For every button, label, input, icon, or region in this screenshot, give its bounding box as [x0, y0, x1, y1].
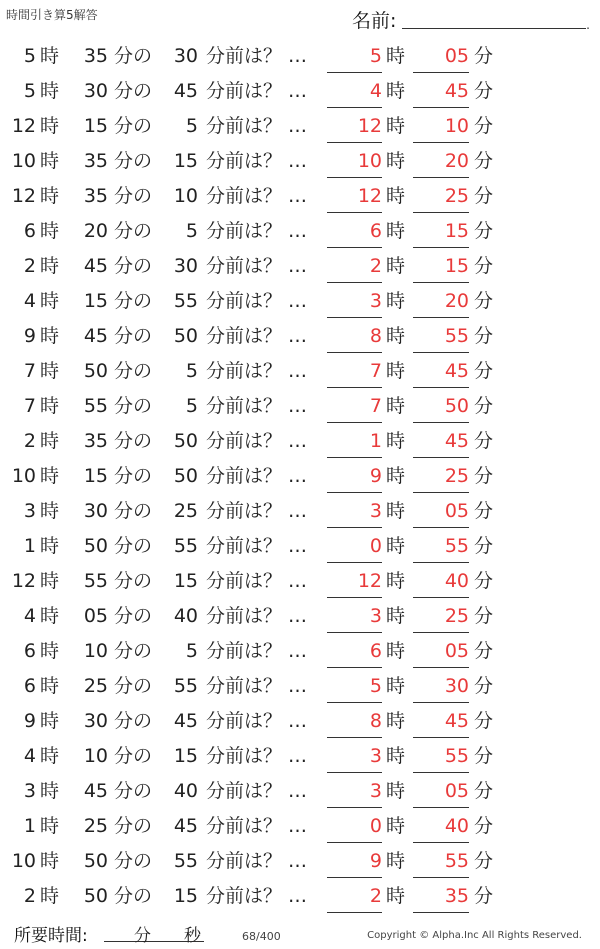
start-hour: 4 [23, 290, 36, 312]
question-text: 分前は？ … [206, 710, 308, 732]
time-required-field[interactable] [104, 921, 204, 946]
minutes-before: 25 [173, 500, 198, 522]
minute-label: 分 [474, 885, 494, 907]
answer-minute[interactable]: 25 [413, 459, 469, 493]
hour-label: 時 [386, 850, 406, 872]
answer-minute[interactable]: 15 [413, 214, 469, 248]
minute-label: 分 [474, 185, 494, 207]
minute-of-label: 分の [114, 80, 153, 102]
minutes-before: 15 [173, 745, 198, 767]
minute-of-label: 分の [114, 850, 153, 872]
start-hour: 5 [23, 80, 36, 102]
start-minute: 10 [83, 745, 108, 767]
hour-label: 時 [40, 850, 60, 872]
start-minute: 55 [83, 395, 108, 417]
minutes-before: 45 [173, 80, 198, 102]
start-hour: 3 [23, 500, 36, 522]
question-text: 分前は？ … [206, 745, 308, 767]
problem-row [0, 74, 600, 109]
minute-label: 分 [474, 80, 494, 102]
minute-label: 分 [474, 815, 494, 837]
answer-hour[interactable]: 12 [327, 179, 382, 213]
problem-row [0, 739, 600, 774]
start-minute: 45 [83, 255, 108, 277]
minute-label: 分 [474, 395, 494, 417]
question-text: 分前は？ … [206, 430, 308, 452]
start-minute: 35 [83, 185, 108, 207]
minute-of-label: 分の [114, 745, 153, 767]
page-number: 68/400 [242, 930, 281, 943]
hour-label: 時 [40, 430, 60, 452]
hour-label: 時 [386, 710, 406, 732]
answer-hour[interactable]: 4 [327, 74, 382, 108]
minute-of-label: 分の [114, 640, 153, 662]
start-minute: 15 [83, 465, 108, 487]
minute-of-label: 分の [114, 780, 153, 802]
hour-label: 時 [40, 80, 60, 102]
problem-row [0, 424, 600, 459]
problem-row [0, 284, 600, 319]
hour-label: 時 [40, 220, 60, 242]
hour-label: 時 [40, 710, 60, 732]
minute-label: 分 [474, 290, 494, 312]
minute-label: 分 [474, 675, 494, 697]
hour-label: 時 [386, 640, 406, 662]
answer-minute[interactable]: 25 [413, 599, 469, 633]
answer-minute[interactable]: 45 [413, 354, 469, 388]
answer-hour[interactable]: 7 [327, 354, 382, 388]
question-text: 分前は？ … [206, 185, 308, 207]
start-hour: 10 [11, 150, 36, 172]
question-text: 分前は？ … [206, 325, 308, 347]
start-minute: 45 [83, 780, 108, 802]
name-underline [402, 28, 586, 29]
answer-hour[interactable]: 0 [327, 529, 382, 563]
start-minute: 50 [83, 885, 108, 907]
minute-label: 分 [474, 745, 494, 767]
hour-label: 時 [40, 45, 60, 67]
answer-minute[interactable]: 45 [413, 74, 469, 108]
hour-label: 時 [386, 360, 406, 382]
minute-label: 分 [474, 255, 494, 277]
hour-label: 時 [40, 185, 60, 207]
problem-row [0, 599, 600, 634]
minutes-before: 40 [173, 605, 198, 627]
hour-label: 時 [40, 885, 60, 907]
hour-label: 時 [386, 675, 406, 697]
seconds-unit: 秒 [184, 926, 201, 946]
hour-label: 時 [386, 150, 406, 172]
problem-list [0, 39, 600, 914]
start-minute: 35 [83, 430, 108, 452]
minute-of-label: 分の [114, 570, 153, 592]
minutes-before: 40 [173, 780, 198, 802]
start-minute: 45 [83, 325, 108, 347]
start-minute: 35 [83, 45, 108, 67]
hour-label: 時 [386, 290, 406, 312]
minute-of-label: 分の [114, 395, 153, 417]
answer-hour[interactable]: 5 [327, 39, 382, 73]
hour-label: 時 [40, 115, 60, 137]
start-hour: 1 [23, 535, 36, 557]
start-minute: 35 [83, 150, 108, 172]
start-hour: 10 [11, 465, 36, 487]
question-text: 分前は？ … [206, 640, 308, 662]
question-text: 分前は？ … [206, 605, 308, 627]
start-hour: 7 [23, 395, 36, 417]
answer-minute[interactable]: 05 [413, 39, 469, 73]
answer-minute[interactable]: 05 [413, 494, 469, 528]
start-minute: 50 [83, 360, 108, 382]
hour-label: 時 [40, 325, 60, 347]
answer-hour[interactable]: 9 [327, 459, 382, 493]
minutes-before: 45 [173, 815, 198, 837]
problem-row [0, 179, 600, 214]
start-hour: 4 [23, 605, 36, 627]
minutes-before: 55 [173, 290, 198, 312]
start-hour: 12 [11, 185, 36, 207]
minute-label: 分 [474, 850, 494, 872]
minute-of-label: 分の [114, 675, 153, 697]
minutes-before: 5 [185, 220, 198, 242]
answer-hour[interactable]: 3 [327, 774, 382, 808]
minute-of-label: 分の [114, 150, 153, 172]
minute-of-label: 分の [114, 220, 153, 242]
answer-hour[interactable]: 9 [327, 844, 382, 878]
copyright: Copyright © Alpha.Inc All Rights Reserved. [367, 930, 582, 941]
minute-of-label: 分の [114, 115, 153, 137]
minute-label: 分 [474, 570, 494, 592]
minute-of-label: 分の [114, 885, 153, 907]
problem-row [0, 564, 600, 599]
start-hour: 12 [11, 570, 36, 592]
problem-row [0, 774, 600, 809]
minute-label: 分 [474, 605, 494, 627]
question-text: 分前は？ … [206, 500, 308, 522]
start-minute: 30 [83, 80, 108, 102]
question-text: 分前は？ … [206, 885, 308, 907]
start-hour: 9 [23, 325, 36, 347]
answer-minute[interactable]: 55 [413, 844, 469, 878]
answer-minute[interactable]: 30 [413, 669, 469, 703]
minute-of-label: 分の [114, 605, 153, 627]
minute-label: 分 [474, 465, 494, 487]
minutes-before: 50 [173, 465, 198, 487]
hour-label: 時 [40, 640, 60, 662]
hour-label: 時 [40, 500, 60, 522]
hour-label: 時 [386, 885, 406, 907]
hour-label: 時 [40, 745, 60, 767]
problem-row [0, 669, 600, 704]
worksheet-title: 時間引き算5解答 [6, 8, 98, 22]
minute-of-label: 分の [114, 255, 153, 277]
question-text: 分前は？ … [206, 290, 308, 312]
minutes-before: 50 [173, 325, 198, 347]
minutes-before: 30 [173, 255, 198, 277]
minute-of-label: 分の [114, 325, 153, 347]
problem-row [0, 144, 600, 179]
hour-label: 時 [40, 780, 60, 802]
answer-hour[interactable]: 3 [327, 284, 382, 318]
answer-minute[interactable]: 05 [413, 634, 469, 668]
hour-label: 時 [40, 815, 60, 837]
minutes-unit: 分 [134, 926, 151, 946]
answer-hour[interactable]: 12 [327, 109, 382, 143]
minutes-before: 5 [185, 115, 198, 137]
question-text: 分前は？ … [206, 570, 308, 592]
answer-hour[interactable]: 8 [327, 319, 382, 353]
hour-label: 時 [386, 430, 406, 452]
minute-label: 分 [474, 500, 494, 522]
hour-label: 時 [386, 745, 406, 767]
hour-label: 時 [40, 465, 60, 487]
answer-minute[interactable]: 35 [413, 879, 469, 913]
problem-row [0, 879, 600, 914]
minute-of-label: 分の [114, 45, 153, 67]
question-text: 分前は？ … [206, 815, 308, 837]
start-minute: 55 [83, 570, 108, 592]
problem-row [0, 494, 600, 529]
problem-row [0, 319, 600, 354]
minutes-before: 15 [173, 150, 198, 172]
answer-hour[interactable]: 1 [327, 424, 382, 458]
hour-label: 時 [40, 290, 60, 312]
hour-label: 時 [386, 45, 406, 67]
answer-minute[interactable]: 05 [413, 774, 469, 808]
hour-label: 時 [386, 535, 406, 557]
question-text: 分前は？ … [206, 80, 308, 102]
hour-label: 時 [40, 675, 60, 697]
question-text: 分前は？ … [206, 395, 308, 417]
minutes-before: 55 [173, 535, 198, 557]
question-text: 分前は？ … [206, 220, 308, 242]
minute-label: 分 [474, 535, 494, 557]
answer-hour[interactable]: 3 [327, 739, 382, 773]
start-hour: 6 [23, 640, 36, 662]
question-text: 分前は？ … [206, 780, 308, 802]
start-hour: 4 [23, 745, 36, 767]
start-minute: 20 [83, 220, 108, 242]
answer-minute[interactable]: 10 [413, 109, 469, 143]
hour-label: 時 [386, 465, 406, 487]
minute-label: 分 [474, 430, 494, 452]
answer-hour[interactable]: 7 [327, 389, 382, 423]
start-hour: 6 [23, 220, 36, 242]
answer-hour[interactable]: 6 [327, 214, 382, 248]
start-hour: 2 [23, 255, 36, 277]
answer-minute[interactable]: 50 [413, 389, 469, 423]
footer [0, 920, 600, 949]
answer-minute[interactable]: 20 [413, 144, 469, 178]
minute-label: 分 [474, 150, 494, 172]
answer-minute[interactable]: 55 [413, 319, 469, 353]
start-minute: 15 [83, 115, 108, 137]
start-minute: 25 [83, 815, 108, 837]
hour-label: 時 [40, 395, 60, 417]
start-hour: 5 [23, 45, 36, 67]
hour-label: 時 [40, 255, 60, 277]
start-hour: 2 [23, 430, 36, 452]
minutes-before: 45 [173, 710, 198, 732]
hour-label: 時 [40, 570, 60, 592]
problem-row [0, 704, 600, 739]
question-text: 分前は？ … [206, 535, 308, 557]
time-required-label: 所要時間: [14, 926, 88, 946]
minute-label: 分 [474, 360, 494, 382]
start-hour: 10 [11, 850, 36, 872]
answer-minute[interactable]: 45 [413, 424, 469, 458]
answer-minute[interactable]: 40 [413, 564, 469, 598]
minute-label: 分 [474, 115, 494, 137]
hour-label: 時 [386, 605, 406, 627]
start-hour: 2 [23, 885, 36, 907]
answer-hour[interactable]: 2 [327, 249, 382, 283]
hour-label: 時 [386, 185, 406, 207]
start-minute: 15 [83, 290, 108, 312]
minutes-before: 10 [173, 185, 198, 207]
question-text: 分前は？ … [206, 255, 308, 277]
answer-minute[interactable]: 25 [413, 179, 469, 213]
problem-row [0, 39, 600, 74]
problem-row [0, 529, 600, 564]
answer-hour[interactable]: 8 [327, 704, 382, 738]
minutes-before: 30 [173, 45, 198, 67]
hour-label: 時 [386, 395, 406, 417]
question-text: 分前は？ … [206, 850, 308, 872]
minute-of-label: 分の [114, 500, 153, 522]
question-text: 分前は？ … [206, 675, 308, 697]
hour-label: 時 [40, 605, 60, 627]
start-minute: 30 [83, 500, 108, 522]
question-text: 分前は？ … [206, 45, 308, 67]
minutes-before: 5 [185, 360, 198, 382]
start-hour: 3 [23, 780, 36, 802]
hour-label: 時 [40, 360, 60, 382]
start-hour: 6 [23, 675, 36, 697]
answer-minute[interactable]: 45 [413, 704, 469, 738]
start-minute: 10 [83, 640, 108, 662]
minutes-before: 15 [173, 570, 198, 592]
question-text: 分前は？ … [206, 150, 308, 172]
start-hour: 12 [11, 115, 36, 137]
problem-row [0, 249, 600, 284]
problem-row [0, 109, 600, 144]
name-end-mark: . [586, 18, 590, 32]
hour-label: 時 [40, 535, 60, 557]
hour-label: 時 [386, 815, 406, 837]
answer-hour[interactable]: 10 [327, 144, 382, 178]
minutes-before: 50 [173, 430, 198, 452]
answer-minute[interactable]: 55 [413, 739, 469, 773]
problem-row [0, 844, 600, 879]
minute-of-label: 分の [114, 360, 153, 382]
minute-label: 分 [474, 325, 494, 347]
hour-label: 時 [386, 220, 406, 242]
minute-of-label: 分の [114, 465, 153, 487]
minute-label: 分 [474, 780, 494, 802]
start-minute: 30 [83, 710, 108, 732]
hour-label: 時 [386, 115, 406, 137]
problem-row [0, 809, 600, 844]
hour-label: 時 [386, 570, 406, 592]
answer-minute[interactable]: 20 [413, 284, 469, 318]
hour-label: 時 [386, 255, 406, 277]
answer-minute[interactable]: 15 [413, 249, 469, 283]
answer-hour[interactable]: 2 [327, 879, 382, 913]
minute-of-label: 分の [114, 185, 153, 207]
minute-label: 分 [474, 45, 494, 67]
minute-of-label: 分の [114, 710, 153, 732]
question-text: 分前は？ … [206, 465, 308, 487]
start-minute: 05 [83, 605, 108, 627]
minute-of-label: 分の [114, 290, 153, 312]
hour-label: 時 [386, 780, 406, 802]
minute-of-label: 分の [114, 535, 153, 557]
answer-hour[interactable]: 0 [327, 809, 382, 843]
minute-label: 分 [474, 710, 494, 732]
problem-row [0, 354, 600, 389]
hour-label: 時 [40, 150, 60, 172]
problem-row [0, 634, 600, 669]
hour-label: 時 [386, 500, 406, 522]
hour-label: 時 [386, 80, 406, 102]
problem-row [0, 389, 600, 424]
name-label: 名前: [352, 10, 397, 32]
start-hour: 1 [23, 815, 36, 837]
answer-hour[interactable]: 3 [327, 494, 382, 528]
question-text: 分前は？ … [206, 115, 308, 137]
start-hour: 7 [23, 360, 36, 382]
answer-hour[interactable]: 12 [327, 564, 382, 598]
minutes-before: 15 [173, 885, 198, 907]
minute-of-label: 分の [114, 815, 153, 837]
start-minute: 25 [83, 675, 108, 697]
minute-of-label: 分の [114, 430, 153, 452]
answer-hour[interactable]: 5 [327, 669, 382, 703]
minutes-before: 5 [185, 640, 198, 662]
hour-label: 時 [386, 325, 406, 347]
start-hour: 9 [23, 710, 36, 732]
minutes-before: 55 [173, 675, 198, 697]
question-text: 分前は？ … [206, 360, 308, 382]
minutes-before: 5 [185, 395, 198, 417]
name-field[interactable] [352, 6, 590, 32]
start-minute: 50 [83, 535, 108, 557]
problem-row [0, 214, 600, 249]
answer-hour[interactable]: 3 [327, 599, 382, 633]
minute-label: 分 [474, 220, 494, 242]
answer-hour[interactable]: 6 [327, 634, 382, 668]
answer-minute[interactable]: 55 [413, 529, 469, 563]
minutes-before: 55 [173, 850, 198, 872]
start-minute: 50 [83, 850, 108, 872]
minute-label: 分 [474, 640, 494, 662]
problem-row [0, 459, 600, 494]
answer-minute[interactable]: 40 [413, 809, 469, 843]
